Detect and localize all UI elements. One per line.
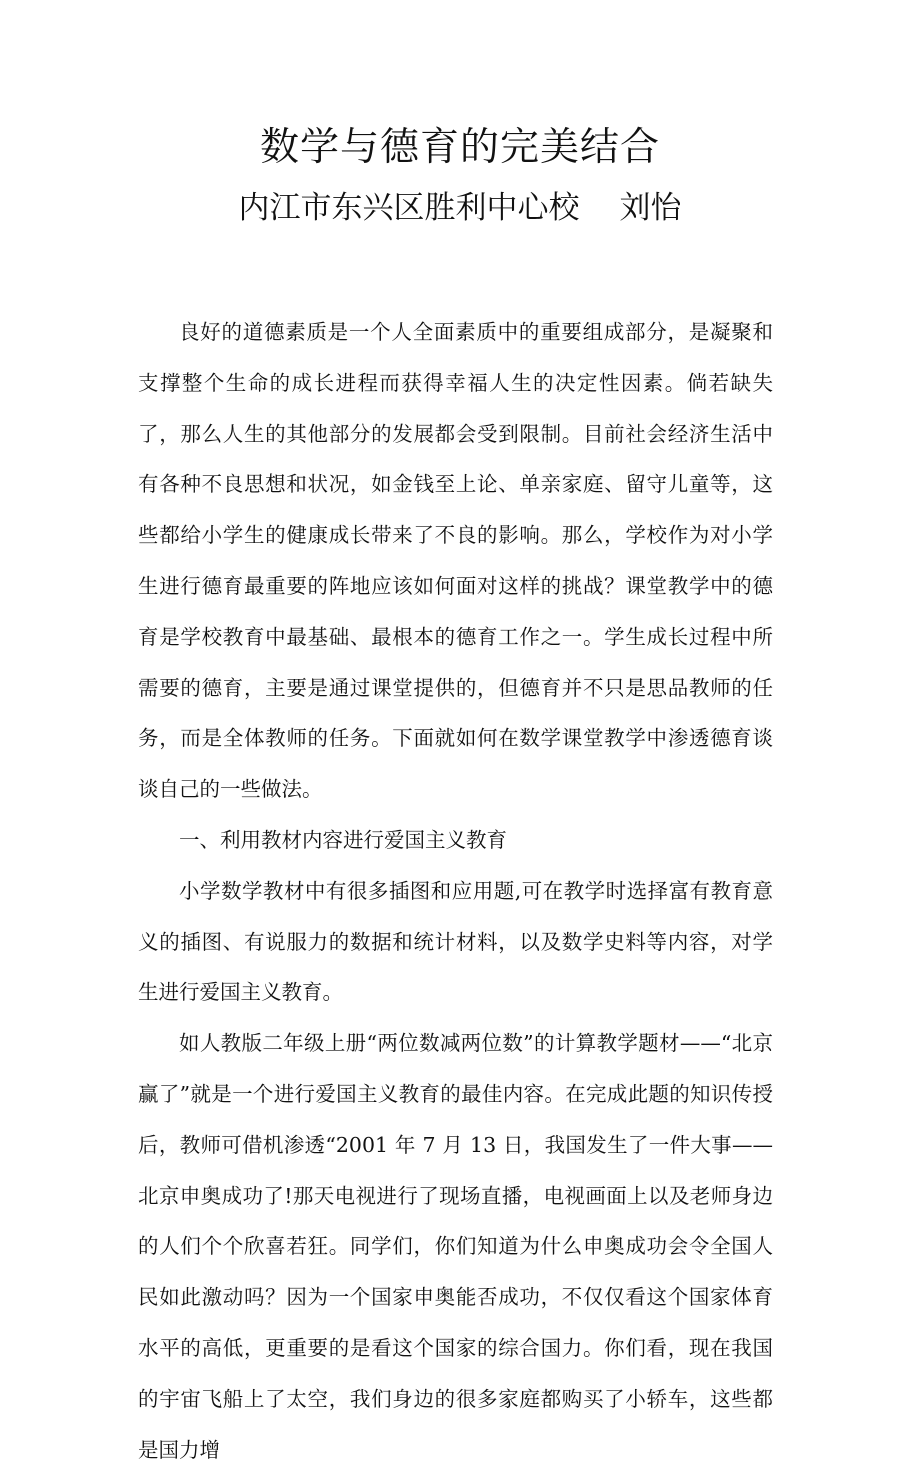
paragraph-section-1: 小学数学教材中有很多插图和应用题,可在教学时选择富有教育意义的插图、有说服力的数据和统计材料，以及数学史料等内容，对学生进行爱国主义教育。	[138, 878, 773, 1005]
author-name: 刘怡	[619, 190, 682, 226]
section-heading-1: 一、利用教材内容进行爱国主义教育	[179, 827, 507, 852]
document-title: 数学与德育的完美结合	[259, 125, 660, 170]
author-line	[0, 187, 920, 229]
paragraph-example: 如人教版二年级上册“两位数减两位数”的计算教学题材——“北京赢了”就是一个进行爱国主义教育的最佳内容。在完成此题的知识传授后，教师可借机渗透“2001 年 7 月 13 日，我国发生了一件大事——北京申奥成功了!那天电视进行了现场直播，电视画面上以及老师身边的人们个个欣喜若狂。同学们，你们知道为什么申奥成功会令全国人民如此激动吗？因为一个国家申奥能否成功，不仅仅看这个国家体育水平的高低，更重要的是看这个国家的综合国力。你们看，现在我国的宇宙飞船上了太空，我们身边的很多家庭都购买了小轿车，这些都是国力增	[138, 1031, 773, 1462]
document-body	[138, 307, 773, 1475]
author-school: 内江市东兴区胜利中心校	[238, 190, 580, 226]
paragraph-intro: 良好的道德素质是一个人全面素质中的重要组成部分，是凝聚和支撑整个生命的成长进程而获得幸福人生的决定性因素。倘若缺失了，那么人生的其他部分的发展都会受到限制。目前社会经济生活中有各种不良思想和状况，如金钱至上论、单亲家庭、留守儿童等，这些都给小学生的健康成长带来了不良的影响。那么，学校作为对小学生进行德育最重要的阵地应该如何面对这样的挑战？课堂教学中的德育是学校教育中最基础、最根本的德育工作之一。学生成长过程中所需要的德育，主要是通过课堂提供的，但德育并不只是思品教师的任务，而是全体教师的任务。下面就如何在数学课堂教学中渗透德育谈谈自己的一些做法。	[138, 320, 773, 802]
